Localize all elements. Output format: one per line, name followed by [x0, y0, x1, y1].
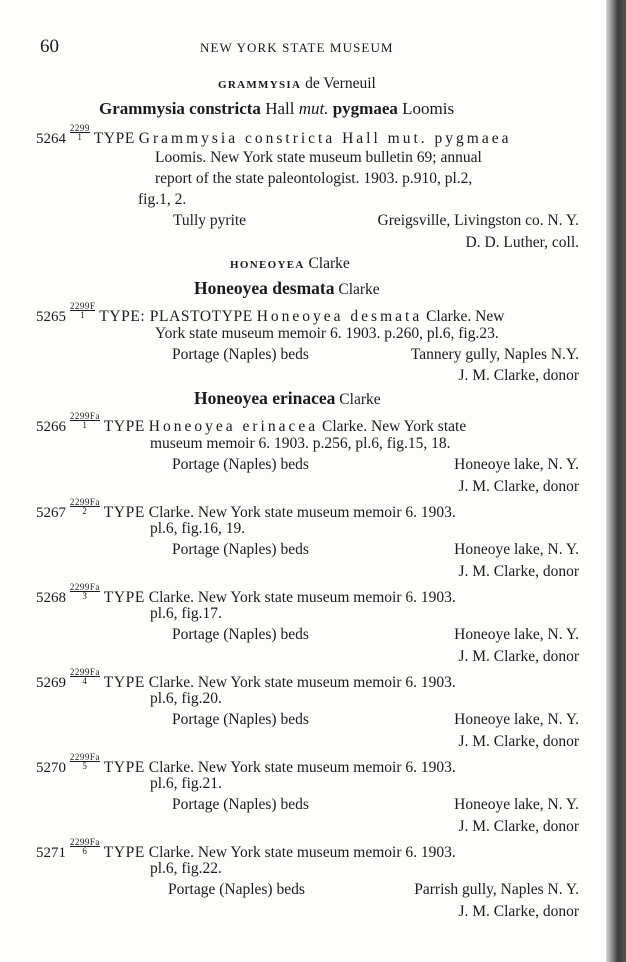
- genus-heading-grammysia: GRAMMYSIA de Verneuil: [218, 75, 376, 92]
- entry-5271-line1: 5271 $\frac{2299Fa}{6}$ TYPE Clarke. New York state museum memoir 6. 1903.: [36, 837, 456, 861]
- entry-5264-horizon: Tully pyrite: [173, 212, 247, 229]
- entry-5269-line1: 5269 $\frac{2299Fa}{4}$ TYPE Clarke. New York state museum memoir 6. 1903.: [36, 667, 456, 691]
- entry-5271-donor: J. M. Clarke, donor: [458, 903, 579, 920]
- entry-5267-donor: J. M. Clarke, donor: [458, 563, 579, 580]
- entry-5271-line2: pl.6, fig.22.: [150, 860, 222, 877]
- species-heading-honeoyea-desmata: Honeoyea desmata Clarke: [194, 278, 380, 298]
- entry-5271-horizon: Portage (Naples) beds: [168, 881, 305, 898]
- running-head: NEW YORK STATE MUSEUM: [200, 40, 394, 55]
- catalog-fraction: $\frac{2299}{1}$: [69, 123, 90, 142]
- catalog-fraction: $\frac{2299Fa}{2}$: [69, 497, 100, 516]
- entry-5270-donor: J. M. Clarke, donor: [458, 818, 579, 835]
- entry-5265-donor: J. M. Clarke, donor: [458, 367, 579, 384]
- entry-5266-horizon: Portage (Naples) beds: [172, 456, 309, 473]
- entry-5269-line2: pl.6, fig.20.: [150, 690, 222, 707]
- entry-5265-line2: York state museum memoir 6. 1903. p.260, pl.6, fig.23.: [155, 325, 499, 342]
- genus-heading-honeoyea: HONEOYEA Clarke: [230, 255, 350, 272]
- entry-5267-line1: 5267 $\frac{2299Fa}{2}$ TYPE Clarke. New York state museum memoir 6. 1903.: [36, 497, 456, 521]
- entry-5270-line2: pl.6, fig.21.: [150, 775, 222, 792]
- entry-5264-line4: fig.1, 2.: [138, 191, 187, 208]
- entry-5265-line1: 5265 $\frac{2299F}{1}$ TYPE: PLASTOTYPE Honeoyea desmata Clarke. New: [36, 301, 505, 325]
- species-heading-grammysia-constricta: Grammysia constricta Hall mut. pygmaea Loomis: [99, 99, 455, 118]
- entry-5269-horizon: Portage (Naples) beds: [172, 711, 309, 728]
- entry-5268-locality: Honeoye lake, N. Y.: [454, 626, 579, 643]
- page-header: [40, 36, 580, 60]
- entry-5269-locality: Honeoye lake, N. Y.: [454, 711, 579, 728]
- entry-5265-locality: Tannery gully, Naples N.Y.: [410, 346, 579, 363]
- entry-5266-donor: J. M. Clarke, donor: [458, 478, 579, 495]
- catalog-fraction: $\frac{2299Fa}{1}$: [69, 411, 100, 430]
- species-heading-honeoyea-erinacea: Honeoyea erinacea Clarke: [194, 388, 381, 408]
- entry-5269-donor: J. M. Clarke, donor: [458, 733, 579, 750]
- entry-5268-line1: 5268 $\frac{2299Fa}{3}$ TYPE Clarke. New York state museum memoir 6. 1903.: [36, 582, 456, 606]
- entry-5267-locality: Honeoye lake, N. Y.: [454, 541, 579, 558]
- entry-5264-line1: 5264 $\frac{2299}{1}$ TYPE Grammysia constricta Hall mut. pygmaea: [36, 123, 512, 147]
- entry-5264-line3: report of the state paleontologist. 1903. p.910, pl.2,: [155, 170, 473, 187]
- entry-5264-locality: Greigsville, Livingston co. N. Y.: [377, 212, 579, 229]
- catalog-fraction: $\frac{2299Fa}{5}$: [69, 752, 100, 771]
- entry-5266-line1: 5266 $\frac{2299Fa}{1}$ TYPE Honeoyea erinacea Clarke. New York state: [36, 411, 467, 435]
- catalog-fraction: $\frac{2299F}{1}$: [69, 301, 96, 320]
- scan-edge-shadow: [606, 0, 626, 962]
- entry-5270-line1: 5270 $\frac{2299Fa}{5}$ TYPE Clarke. New York state museum memoir 6. 1903.: [36, 752, 456, 776]
- entry-5266-line2: museum memoir 6. 1903. p.256, pl.6, fig.15, 18.: [150, 435, 451, 452]
- page-number: 60: [40, 36, 59, 57]
- entry-5270-horizon: Portage (Naples) beds: [172, 796, 309, 813]
- entry-5271-locality: Parrish gully, Naples N. Y.: [414, 881, 579, 898]
- entry-5264-collector: D. D. Luther, coll.: [465, 234, 579, 251]
- entry-5264-line2: Loomis. New York state museum bulletin 69; annual: [155, 149, 482, 166]
- entry-5265-horizon: Portage (Naples) beds: [172, 346, 309, 363]
- entry-5268-donor: J. M. Clarke, donor: [458, 648, 579, 665]
- catalog-fraction: $\frac{2299Fa}{3}$: [69, 582, 100, 601]
- entry-5268-line2: pl.6, fig.17.: [150, 605, 222, 622]
- entry-5268-horizon: Portage (Naples) beds: [172, 626, 309, 643]
- catalog-fraction: $\frac{2299Fa}{4}$: [69, 667, 100, 686]
- entry-5267-horizon: Portage (Naples) beds: [172, 541, 309, 558]
- entry-5270-locality: Honeoye lake, N. Y.: [454, 796, 579, 813]
- entry-5266-locality: Honeoye lake, N. Y.: [454, 456, 579, 473]
- catalog-fraction: $\frac{2299Fa}{6}$: [69, 837, 100, 856]
- entry-5267-line2: pl.6, fig.16, 19.: [150, 520, 246, 537]
